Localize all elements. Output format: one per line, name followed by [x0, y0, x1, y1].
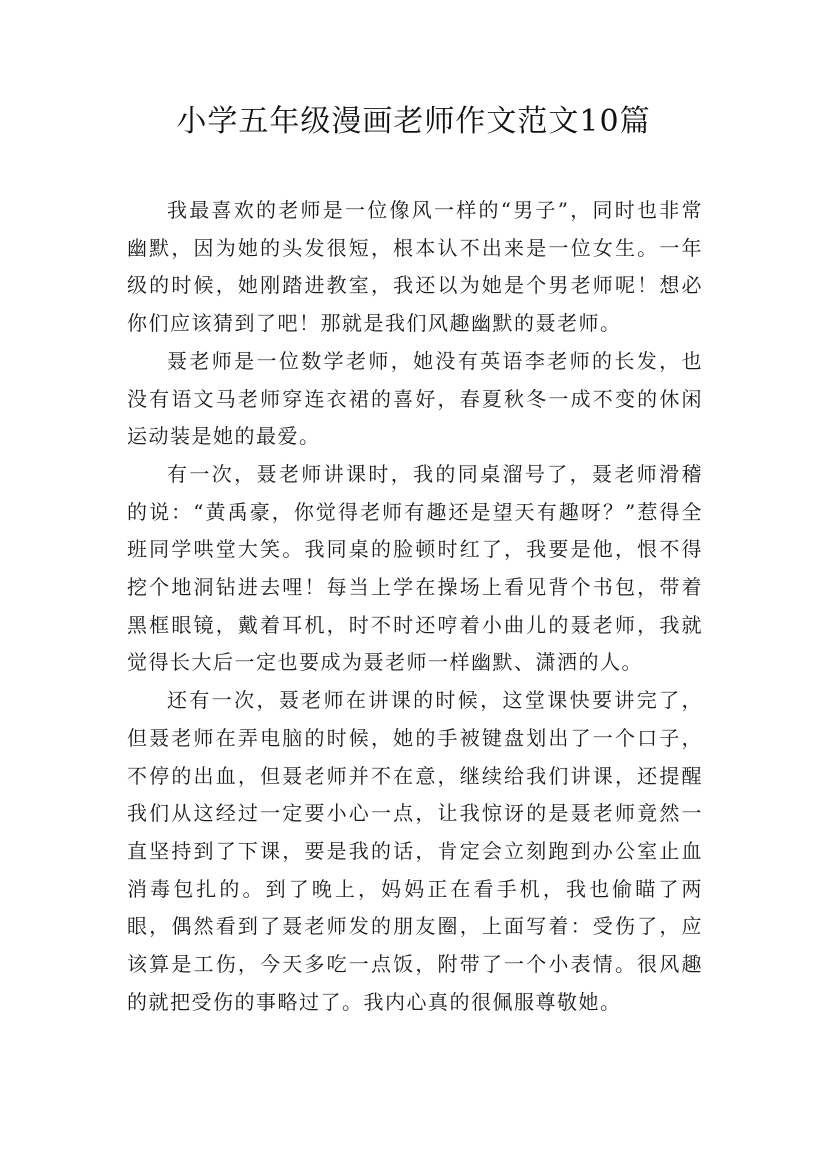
paragraph-1: 我最喜欢的老师是一位像风一样的“男子”，同时也非常幽默，因为她的头发很短，根本认不出来是一位女生。一年级的时候，她刚踏进教室，我还以为她是个男老师呢！想必你们应该猜到了吧！那就是我们风趣幽默的聂老师。 [127, 198, 703, 336]
paragraph-2: 聂老师是一位数学老师，她没有英语李老师的长发，也没有语文马老师穿连衣裙的喜好，春夏秋冬一成不变的休闲运动装是她的最爱。 [127, 348, 703, 449]
document-body [127, 192, 703, 1021]
paragraph-4: 还有一次，聂老师在讲课的时候，这堂课快要讲完了，但聂老师在弄电脑的时候，她的手被键盘划出了一个口子，不停的出血，但聂老师并不在意，继续给我们讲课，还提醒我们从这经过一定要小心一点，让我惊讶的是聂老师竟然一直坚持到了下课，要是我的话，肯定会立刻跑到办公室止血消毒包扎的。到了晚上，妈妈正在看手机，我也偷瞄了两眼，偶然看到了聂老师发的朋友圈，上面写着：受伤了，应该算是工伤，今天多吃一点饭，附带了一个小表情。很风趣的就把受伤的事略过了。我内心真的很佩服尊敬她。 [127, 688, 703, 1014]
document-title: 小学五年级漫画老师作文范文10篇 [176, 104, 651, 139]
paragraph-3: 有一次，聂老师讲课时，我的同桌溜号了，聂老师滑稽的说：“黄禹豪，你觉得老师有趣还是望天有趣呀？”惹得全班同学哄堂大笑。我同桌的脸顿时红了，我要是他，恨不得挖个地洞钻进去哩！每当上学在操场上看见背个书包，带着黑框眼镜，戴着耳机，时不时还哼着小曲儿的聂老师，我就觉得长大后一定也要成为聂老师一样幽默、潇洒的人。 [127, 461, 703, 675]
